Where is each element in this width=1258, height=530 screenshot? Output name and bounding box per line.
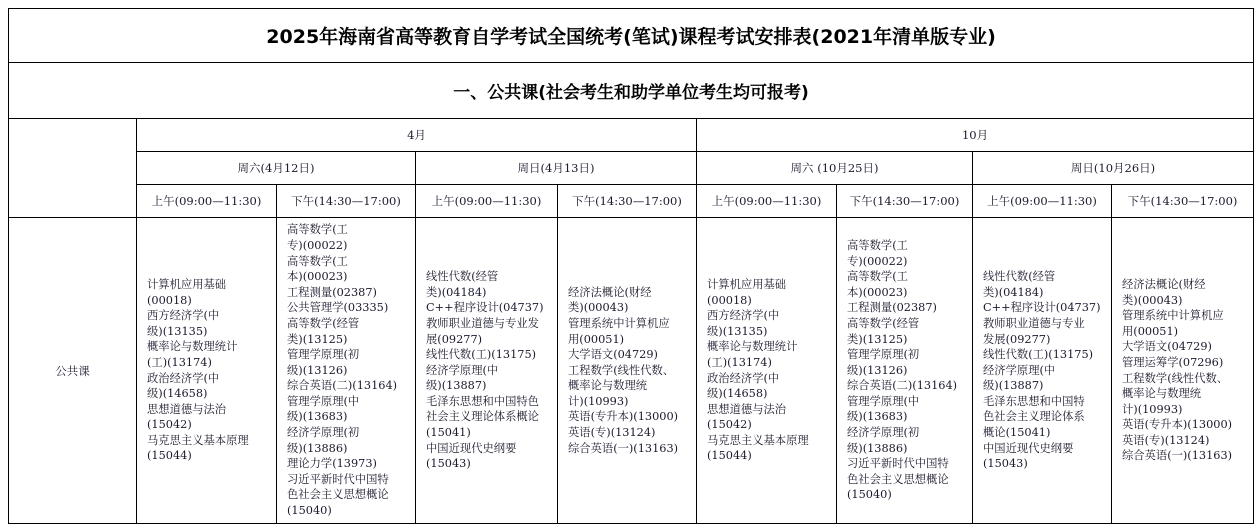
course-line: 级)(13126) — [287, 363, 348, 377]
course-line: 西方经济学(中 — [707, 309, 780, 323]
course-line: 用(00051) — [568, 332, 625, 346]
course-line: 马克思主义基本原理 — [707, 433, 809, 447]
course-line: 线性代数(工)(13175) — [426, 348, 537, 362]
course-line: 类)(13125) — [287, 332, 348, 346]
course-line: 习近平新时代中国特 — [287, 472, 389, 486]
course-line: (工)(13174) — [707, 355, 772, 369]
session-header: 上午(09:00—11:30) — [137, 185, 277, 218]
course-line: 计算机应用基础 — [147, 277, 227, 291]
course-line: 习近平新时代中国特 — [847, 457, 949, 471]
course-line: (15041) — [426, 426, 471, 440]
course-line: 管理系统中计算机应 — [1122, 309, 1224, 323]
course-cell — [973, 218, 1112, 524]
course-line: 管理学原理(中 — [287, 394, 360, 408]
course-line: 西方经济学(中 — [147, 309, 220, 323]
course-line: 思想道德与法治 — [707, 402, 787, 416]
course-line: 英语(专)(13124) — [568, 426, 656, 440]
course-line: 工程数学(线性代数、 — [1122, 371, 1229, 385]
course-line: 类)(00043) — [1122, 293, 1183, 307]
course-line: (15043) — [983, 457, 1028, 471]
course-line: 工程测量(02387) — [287, 285, 377, 299]
session-header: 下午(14:30—17:00) — [837, 185, 973, 218]
course-line: 综合英语(二)(13164) — [287, 379, 398, 393]
course-line: 工程数学(线性代数、 — [568, 363, 675, 377]
course-line: 管理学原理(初 — [847, 348, 920, 362]
page-title: 2025年海南省高等教育自学考试全国统考(笔试)课程考试安排表(2021年清单版专业) — [9, 9, 1254, 63]
course-line: 管理系统中计算机应 — [568, 316, 670, 330]
day-header: 周六 (10月25日) — [697, 152, 973, 185]
course-line: 经济学原理(初 — [287, 426, 360, 440]
course-line: 级)(14658) — [707, 387, 768, 401]
course-line: 高等数学(工 — [847, 270, 908, 284]
course-line: 本)(00023) — [287, 270, 348, 284]
course-line: 工程测量(02387) — [847, 301, 937, 315]
course-line: 发展(09277) — [983, 332, 1051, 346]
session-header: 上午(09:00—11:30) — [697, 185, 837, 218]
course-cell — [697, 218, 837, 524]
session-header: 下午(14:30—17:00) — [277, 185, 416, 218]
course-line: 马克思主义基本原理 — [147, 433, 249, 447]
session-header: 下午(14:30—17:00) — [558, 185, 697, 218]
course-line: 计)(10993) — [1122, 402, 1183, 416]
course-line: (15042) — [147, 418, 192, 432]
course-line: 高等数学(工 — [287, 223, 348, 237]
course-line: 概率论与数理统计 — [707, 340, 798, 354]
course-line: 毛泽东思想和中国特 — [983, 394, 1085, 408]
course-line: 综合英语(二)(13164) — [847, 379, 958, 393]
course-line: 本)(00023) — [847, 285, 908, 299]
course-line: 专)(00022) — [847, 254, 908, 268]
course-line: (工)(13174) — [147, 355, 212, 369]
course-line: 英语(专)(13124) — [1122, 433, 1210, 447]
day-header: 周六(4月12日) — [137, 152, 416, 185]
month-header: 4月 — [137, 119, 697, 152]
course-cell — [1112, 218, 1254, 524]
course-line: 展(09277) — [426, 332, 483, 346]
day-header: 周日(10月26日) — [973, 152, 1254, 185]
course-line: 英语(专升本)(13000) — [1122, 418, 1233, 432]
course-line: 色社会主义理论体系 — [983, 410, 1085, 424]
course-line: 政治经济学(中 — [147, 371, 220, 385]
section-title: 一、公共课(社会考生和助学单位考生均可报考) — [9, 63, 1254, 119]
course-line: 综合英语(一)(13163) — [568, 441, 679, 455]
course-line: 理论力学(13973) — [287, 457, 377, 471]
course-line: 毛泽东思想和中国特色 — [426, 394, 539, 408]
course-line: 色社会主义思想概论 — [287, 488, 389, 502]
course-line: 专)(00022) — [287, 238, 348, 252]
course-line: 级)(13887) — [983, 379, 1044, 393]
course-line: 类)(13125) — [847, 332, 908, 346]
course-line: 级)(13887) — [426, 379, 487, 393]
course-line: (15044) — [147, 449, 192, 463]
course-line: 经济学原理(中 — [426, 363, 499, 377]
course-line: 社会主义理论体系概论 — [426, 410, 539, 424]
corner-cell — [9, 119, 137, 218]
course-line: 高等数学(经管 — [287, 316, 360, 330]
course-line: (00018) — [707, 293, 752, 307]
course-line: 用(00051) — [1122, 324, 1179, 338]
session-header: 下午(14:30—17:00) — [1112, 185, 1254, 218]
course-cell — [137, 218, 277, 524]
course-line: 经济法概论(财经 — [568, 285, 652, 299]
course-line: C++程序设计(04737) — [983, 301, 1101, 315]
course-line: 级)(14658) — [147, 387, 208, 401]
course-line: 级)(13135) — [147, 324, 208, 338]
course-line: 类)(04184) — [983, 285, 1044, 299]
course-line: 类)(04184) — [426, 285, 487, 299]
course-line: 计)(10993) — [568, 394, 629, 408]
course-line: 中国近现代史纲要 — [426, 441, 517, 455]
course-line: 级)(13886) — [847, 441, 908, 455]
course-line: 概率论与数理统计 — [147, 340, 238, 354]
course-line: 大学语文(04729) — [1122, 340, 1212, 354]
course-line: 概率论与数理统 — [568, 379, 648, 393]
course-line: 计算机应用基础 — [707, 277, 787, 291]
course-line: 高等数学(经管 — [847, 316, 920, 330]
course-cell — [558, 218, 697, 524]
course-line: 级)(13886) — [287, 441, 348, 455]
course-line: 高等数学(工 — [847, 238, 908, 252]
course-line: 概论(15041) — [983, 426, 1051, 440]
course-line: 中国近现代史纲要 — [983, 441, 1074, 455]
course-line: 线性代数(经管 — [426, 270, 499, 284]
month-header: 10月 — [697, 119, 1254, 152]
course-line: 线性代数(经管 — [983, 270, 1056, 284]
course-line: 级)(13135) — [707, 324, 768, 338]
course-cell — [277, 218, 416, 524]
course-line: 经济法概论(财经 — [1122, 277, 1206, 291]
course-line: 管理学原理(中 — [847, 394, 920, 408]
course-line: (15042) — [707, 418, 752, 432]
course-line: C++程序设计(04737) — [426, 301, 544, 315]
course-line: 综合英语(一)(13163) — [1122, 449, 1233, 463]
session-header: 上午(09:00—11:30) — [973, 185, 1112, 218]
course-line: 教师职业道德与专业 — [983, 316, 1085, 330]
course-line: 教师职业道德与专业发 — [426, 316, 539, 330]
course-line: 高等数学(工 — [287, 254, 348, 268]
course-line: 思想道德与法治 — [147, 402, 227, 416]
day-header: 周日(4月13日) — [416, 152, 697, 185]
course-line: (15043) — [426, 457, 471, 471]
course-line: (15040) — [287, 504, 332, 518]
course-line: 线性代数(工)(13175) — [983, 348, 1094, 362]
course-line: 公共管理学(03335) — [287, 301, 389, 315]
course-line: (15040) — [847, 488, 892, 502]
course-line: (00018) — [147, 293, 192, 307]
exam-schedule-table — [8, 8, 1254, 524]
course-line: 管理运筹学(07296) — [1122, 355, 1224, 369]
course-line: 英语(专升本)(13000) — [568, 410, 679, 424]
course-cell — [837, 218, 973, 524]
course-line: 类)(00043) — [568, 301, 629, 315]
course-line: 级)(13126) — [847, 363, 908, 377]
course-line: 经济学原理(初 — [847, 426, 920, 440]
course-line: 政治经济学(中 — [707, 371, 780, 385]
course-line: (15044) — [707, 449, 752, 463]
course-line: 经济学原理(中 — [983, 363, 1056, 377]
course-line: 大学语文(04729) — [568, 348, 658, 362]
course-line: 级)(13683) — [287, 410, 348, 424]
row-label: 公共课 — [9, 218, 137, 524]
session-header: 上午(09:00—11:30) — [416, 185, 558, 218]
course-cell — [416, 218, 558, 524]
course-line: 级)(13683) — [847, 410, 908, 424]
course-line: 色社会主义思想概论 — [847, 472, 949, 486]
course-line: 概率论与数理统 — [1122, 387, 1202, 401]
course-line: 管理学原理(初 — [287, 348, 360, 362]
